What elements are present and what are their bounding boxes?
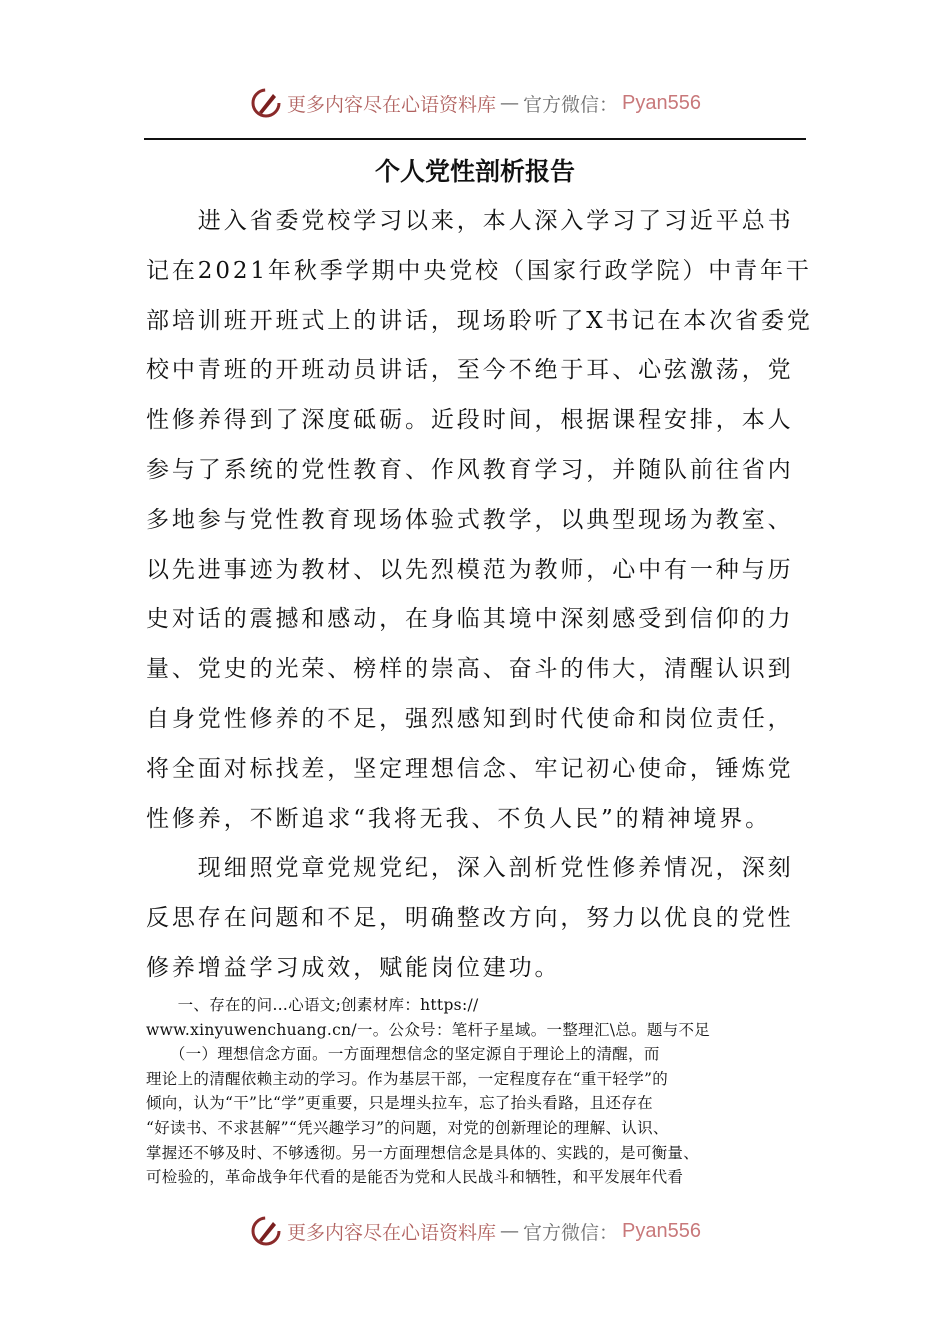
text-line: 史对话的震撼和感动，在身临其境中深刻感受到信仰的力 (146, 606, 794, 633)
text-line: 以先进事迹为教材、以先烈模范为教师，心中有一种与历 (146, 556, 794, 583)
text-line: 量、党史的光荣、榜样的崇高、奋斗的伟大，清醒认识到 (146, 656, 794, 683)
text-line: www.xinyuwenchuang.cn/一。公众号：笔杆子星域。一整理汇\总。题与不足 (146, 1020, 711, 1039)
header-banner (0, 86, 950, 120)
text-line: 记在2021年秋季学期中央党校（国家行政学院）中青年干 (146, 257, 812, 284)
text-line: 理论上的清醒依赖主动的学习。作为基层干部，一定程度存在“重干轻学”的 (146, 1069, 669, 1088)
text-line: “好读书、不求甚解”“凭兴趣学习”的问题，对党的创新理论的理解、认识、 (146, 1119, 669, 1137)
pen-logo-icon (249, 86, 283, 120)
text-line: 倾向，认为“干”比“学”更重要，只是埋头拉车，忘了抬头看路，且还存在 (146, 1094, 653, 1113)
footer-banner (0, 1214, 950, 1248)
text-line: 反思存在问题和不足，明确整改方向，努力以优良的党性 (146, 905, 794, 932)
text-line: 修养增益学习成效，赋能岗位建功。 (146, 955, 561, 981)
banner-text: 更多内容尽在心语资料库 (287, 93, 497, 116)
text-line: 进入省委党校学习以来，本人深入学习了习近平总书 (146, 208, 794, 234)
text-line: 参与了系统的党性教育、作风教育学习，并随队前往省内 (146, 457, 794, 483)
text-line: 掌握还不够及时、不够透彻。另一方面理想信念是具体的、实践的，是可衡量、 (146, 1143, 700, 1162)
text-line: 将全面对标找差，坚定理想信念、牢记初心使命，锤炼党 (146, 755, 794, 782)
banner-wechat-id: Pyan556 (622, 1219, 701, 1242)
header-rule (144, 138, 806, 140)
pen-logo-icon (249, 1214, 283, 1248)
banner-wechat-label: 官方微信： (523, 93, 619, 116)
text-line: 校中青班的开班动员讲话，至今不绝于耳、心弦激荡，党 (146, 357, 794, 384)
text-line: 部培训班开班式上的讲话，现场聆听了X书记在本次省委党 (146, 307, 813, 334)
text-line: 性修养，不断追求“我将无我、不负人民”的精神境界。 (146, 805, 772, 832)
document-title: 个人党性剖析报告 (374, 157, 575, 186)
banner-wechat-label: 官方微信： (523, 1221, 619, 1244)
text-line: 现细照党章党规党纪，深入剖析党性修养情况，深刻 (146, 855, 794, 882)
banner-wechat-id: Pyan556 (622, 91, 701, 114)
text-line: 多地参与党性教育现场体验式教学，以典型现场为教室、 (146, 506, 794, 533)
banner-dash: — (500, 1220, 520, 1242)
text-line: 自身党性修养的不足，强烈感知到时代使命和岗位责任， (146, 706, 794, 732)
text-line: 可检验的，革命战争年代看的是能否为党和人民战斗和牺牲，和平发展年代看 (146, 1168, 684, 1187)
banner-text: 更多内容尽在心语资料库 (287, 1221, 497, 1244)
banner-dash: — (500, 92, 520, 114)
text-line: （一）理想信念方面。一方面理想信念的坚定源自于理论上的清醒，而 (146, 1045, 660, 1064)
text-line: 一、存在的问…心语文;创素材库：https:// (146, 996, 479, 1014)
text-line: 性修养得到了深度砥砺。近段时间，根据课程安排，本人 (146, 407, 794, 434)
